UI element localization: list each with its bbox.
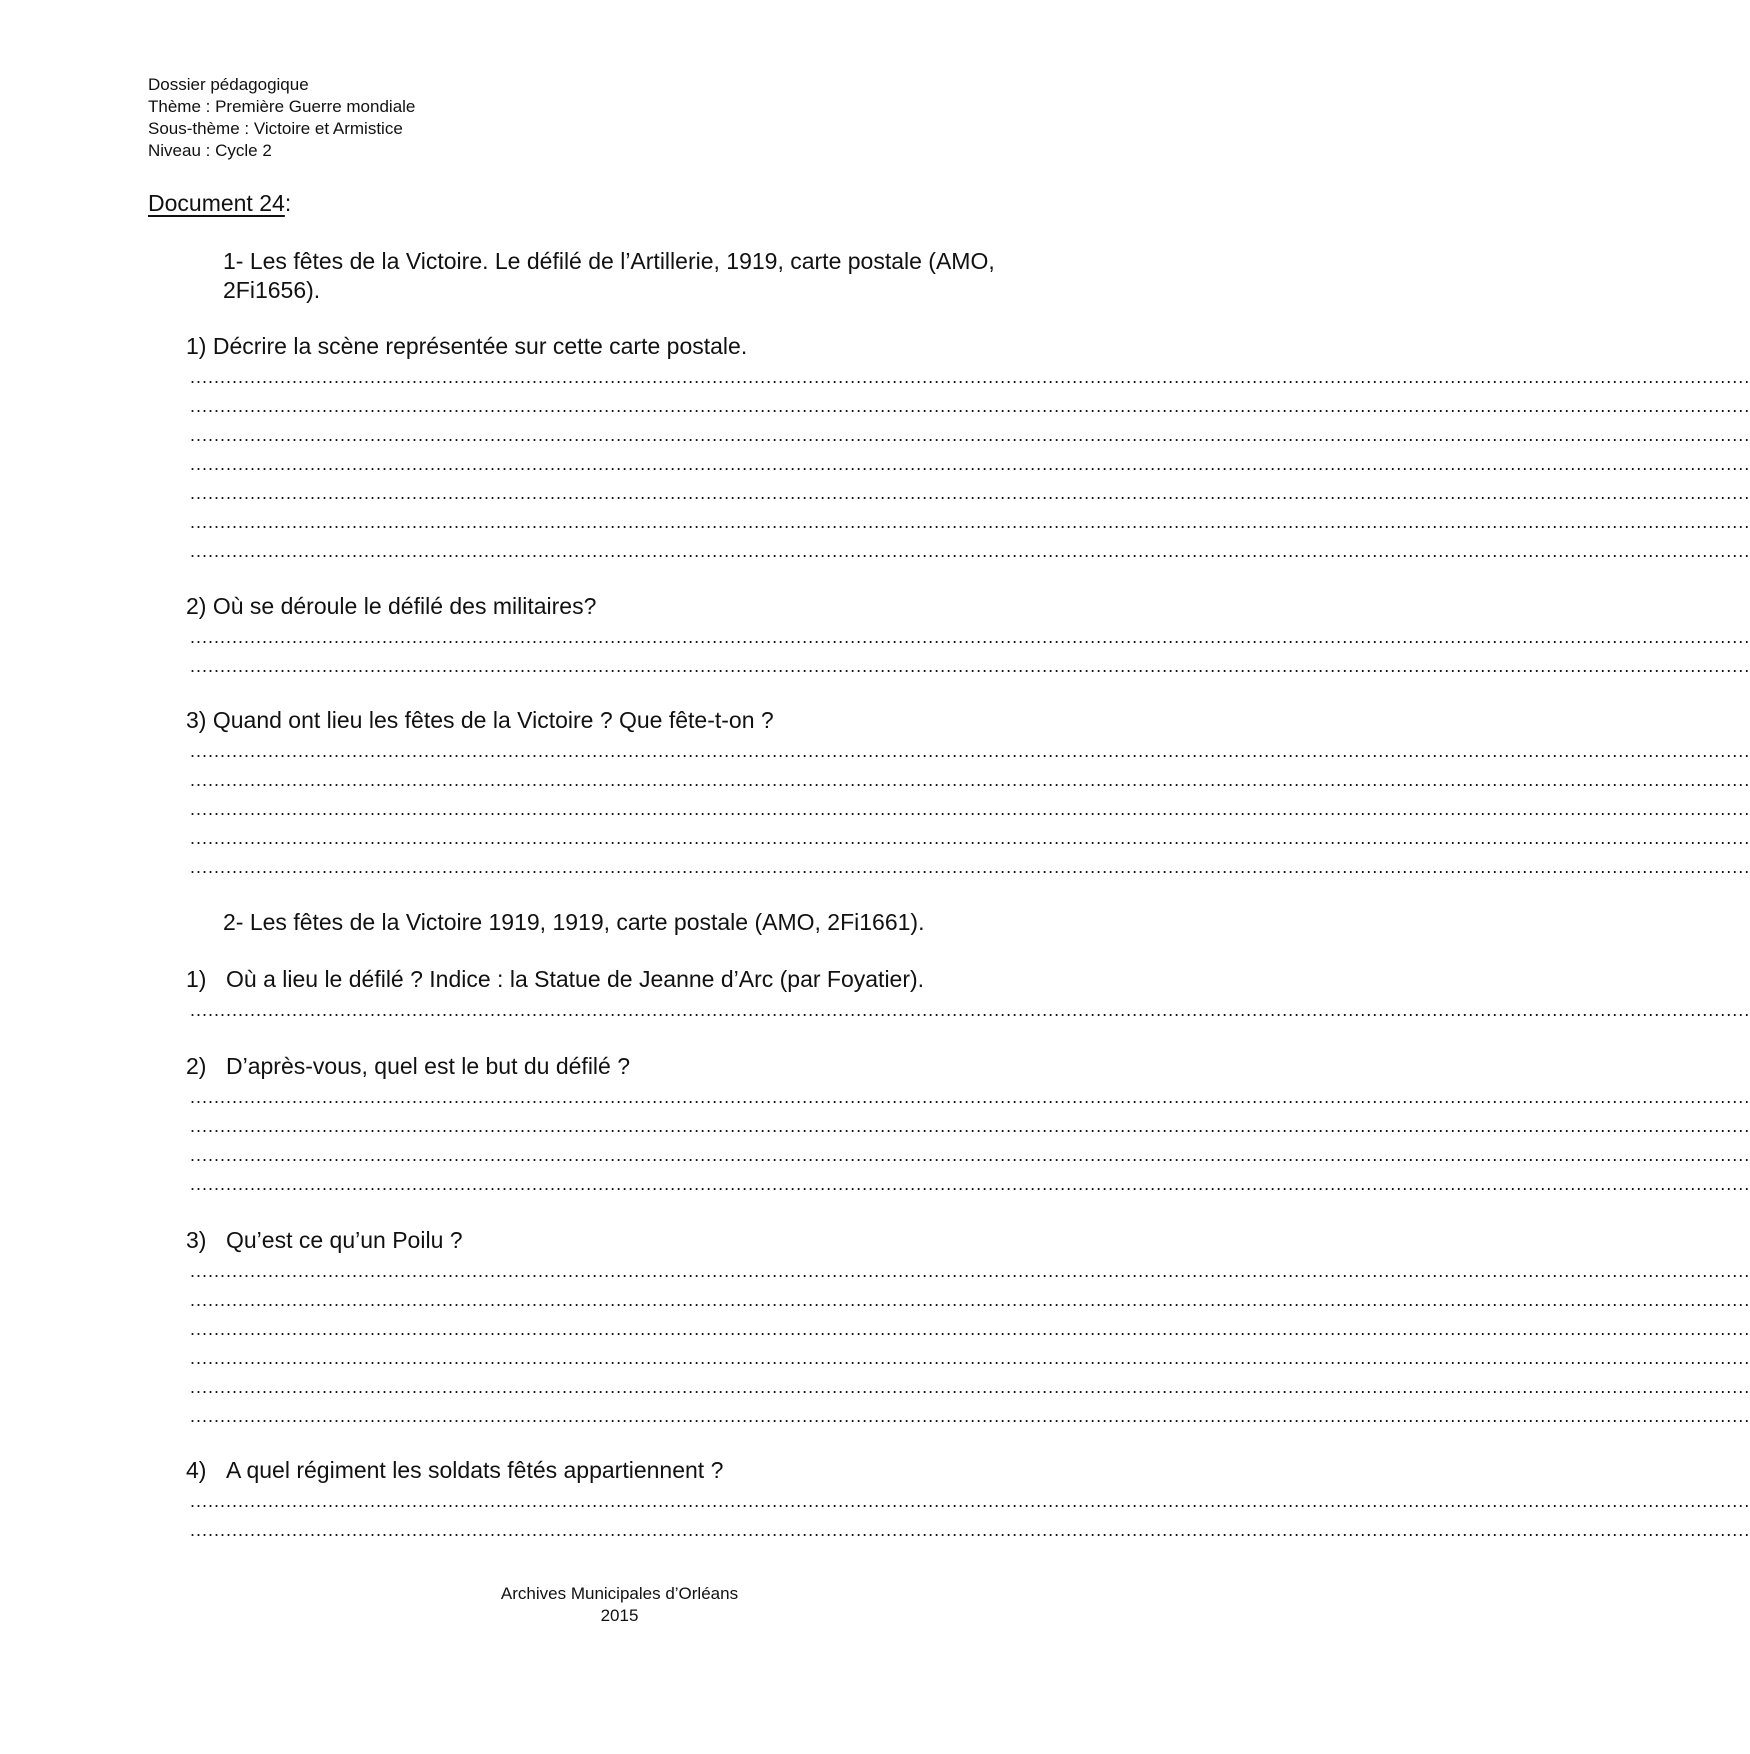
part1-answer-2 [190, 623, 1750, 681]
answer-dotted-line: .................................................................................................................................................................................................................................................................... [190, 1406, 1750, 1426]
document-title-colon: : [284, 190, 292, 216]
answer-dotted-line: .................................................................................................................................................................................................................................................................... [190, 1348, 1750, 1368]
part1-question-2: 2) Où se déroule le défilé des militaires? [186, 593, 597, 619]
answer-dotted-line: .................................................................................................................................................................................................................................................................... [190, 741, 1750, 761]
answer-dotted-line: .................................................................................................................................................................................................................................................................... [190, 656, 1750, 676]
part1-question-3: 3) Quand ont lieu les fêtes de la Victoire ? Que fête-t-on ? [186, 707, 774, 733]
answer-dotted-line: .................................................................................................................................................................................................................................................................... [190, 1000, 1750, 1020]
part1-question-1: 1) Décrire la scène représentée sur cette carte postale. [186, 333, 748, 359]
part2-heading: 2- Les fêtes de la Victoire 1919, 1919, carte postale (AMO, 2Fi1661). [223, 909, 925, 935]
document-title-text: Document 24 [148, 190, 285, 216]
answer-dotted-line: .................................................................................................................................................................................................................................................................... [190, 1491, 1750, 1511]
question-number: 1) [186, 966, 207, 992]
part2-answer-4 [190, 1487, 1750, 1545]
part1-answer-3 [190, 737, 1750, 882]
header-dossier: Dossier pédagogique [148, 75, 309, 94]
answer-dotted-line: .................................................................................................................................................................................................................................................................... [190, 454, 1750, 474]
part2-answer-3 [190, 1257, 1750, 1431]
answer-dotted-line: .................................................................................................................................................................................................................................................................... [190, 1116, 1750, 1136]
footer-archives: Archives Municipales d’Orléans [500, 1584, 739, 1603]
answer-dotted-line: .................................................................................................................................................................................................................................................................... [190, 828, 1750, 848]
part2-question-3 [186, 1226, 1056, 1255]
part2-answer-1 [190, 996, 1750, 1025]
part2-question-1 [186, 965, 1056, 994]
answer-dotted-line: .................................................................................................................................................................................................................................................................... [190, 396, 1750, 416]
document-title [148, 190, 291, 217]
header-sous-theme: Sous-thème : Victoire et Armistice [148, 119, 403, 138]
answer-dotted-line: .................................................................................................................................................................................................................................................................... [190, 627, 1750, 647]
document-header [148, 74, 415, 162]
part1-heading: 1- Les fêtes de la Victoire. Le défilé de l’Artillerie, 1919, carte postale (AMO, 2Fi1656). [223, 248, 995, 303]
answer-dotted-line: .................................................................................................................................................................................................................................................................... [190, 1520, 1750, 1540]
answer-dotted-line: .................................................................................................................................................................................................................................................................... [190, 799, 1750, 819]
answer-dotted-line: .................................................................................................................................................................................................................................................................... [190, 1145, 1750, 1165]
answer-dotted-line: .................................................................................................................................................................................................................................................................... [190, 857, 1750, 877]
document-footer [0, 1583, 1239, 1627]
question-text: A quel régiment les soldats fêtés appartiennent ? [226, 1457, 724, 1483]
part2-question-2 [186, 1052, 1056, 1081]
question-text: D’après-vous, quel est le but du défilé ? [226, 1053, 631, 1079]
answer-dotted-line: .................................................................................................................................................................................................................................................................... [190, 425, 1750, 445]
answer-dotted-line: .................................................................................................................................................................................................................................................................... [190, 1087, 1750, 1107]
answer-dotted-line: .................................................................................................................................................................................................................................................................... [190, 1174, 1750, 1194]
answer-dotted-line: .................................................................................................................................................................................................................................................................... [190, 541, 1750, 561]
question-number: 4) [186, 1457, 207, 1483]
part2-answer-2 [190, 1083, 1750, 1199]
question-text: Qu’est ce qu’un Poilu ? [226, 1227, 463, 1253]
footer-year: 2015 [600, 1606, 639, 1625]
answer-dotted-line: .................................................................................................................................................................................................................................................................... [190, 1261, 1750, 1281]
answer-dotted-line: .................................................................................................................................................................................................................................................................... [190, 483, 1750, 503]
question-number: 3) [186, 1227, 207, 1253]
answer-dotted-line: .................................................................................................................................................................................................................................................................... [190, 1377, 1750, 1397]
answer-dotted-line: .................................................................................................................................................................................................................................................................... [190, 770, 1750, 790]
question-number: 2) [186, 1053, 207, 1079]
header-theme: Thème : Première Guerre mondiale [148, 97, 416, 116]
answer-dotted-line: .................................................................................................................................................................................................................................................................... [190, 1290, 1750, 1310]
header-niveau: Niveau : Cycle 2 [148, 141, 272, 160]
part1-answer-1 [190, 363, 1750, 566]
answer-dotted-line: .................................................................................................................................................................................................................................................................... [190, 367, 1750, 387]
part2-question-4 [186, 1456, 1056, 1485]
answer-dotted-line: .................................................................................................................................................................................................................................................................... [190, 1319, 1750, 1339]
question-text: Où a lieu le défilé ? Indice : la Statue de Jeanne d’Arc (par Foyatier). [226, 966, 925, 992]
answer-dotted-line: .................................................................................................................................................................................................................................................................... [190, 512, 1750, 532]
